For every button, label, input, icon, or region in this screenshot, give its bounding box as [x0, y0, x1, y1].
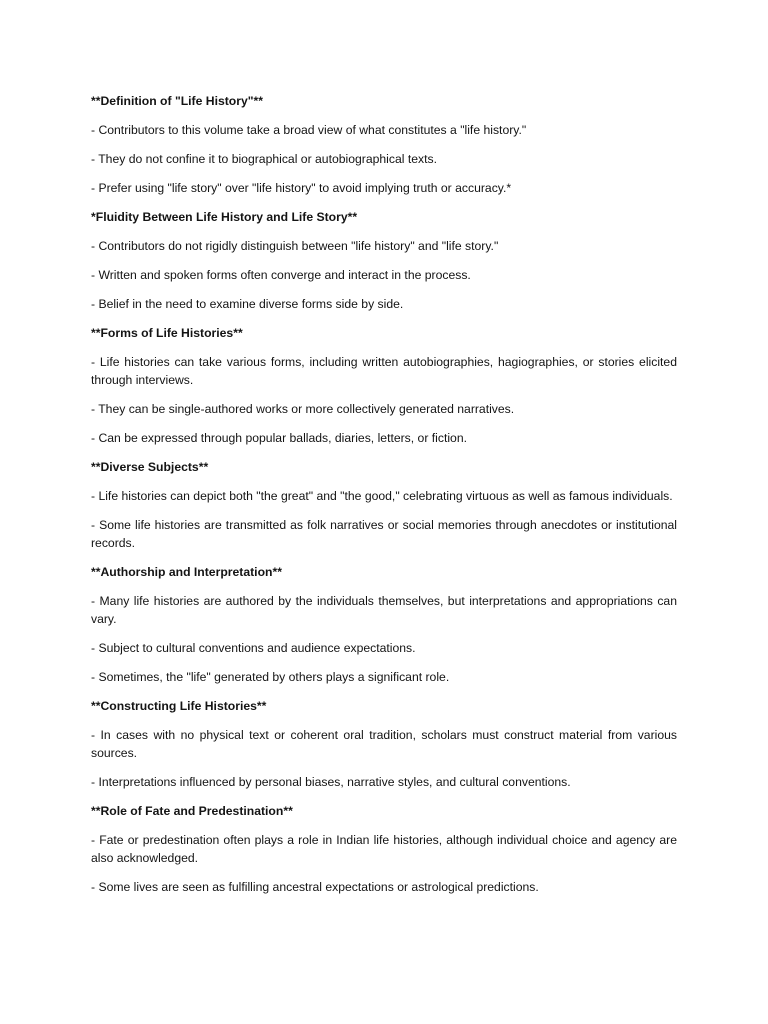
section-heading-subjects: **Diverse Subjects** [91, 460, 209, 474]
body-paragraph: - Can be expressed through popular ballads, diaries, letters, or fiction. [91, 431, 467, 445]
body-paragraph: - Some lives are seen as fulfilling ancestral expectations or astrological predictions. [91, 880, 539, 894]
body-paragraph: - They can be single-authored works or more collectively generated narratives. [91, 402, 515, 416]
body-paragraph: - Written and spoken forms often converge and interact in the process. [91, 268, 471, 282]
body-paragraph: - In cases with no physical text or coherent oral tradition, scholars must construct material from various sources. [91, 728, 677, 760]
section-heading-forms: **Forms of Life Histories** [91, 326, 243, 340]
section-heading-constructing: **Constructing Life Histories** [91, 699, 267, 713]
body-paragraph: - Contributors do not rigidly distinguish between "life history" and "life story." [91, 239, 499, 253]
body-paragraph: - Life histories can take various forms, including written autobiographies, hagiographies, or stories elicited through interviews. [91, 355, 677, 387]
body-paragraph: - Interpretations influenced by personal biases, narrative styles, and cultural conventions. [91, 775, 571, 789]
body-paragraph: - Fate or predestination often plays a role in Indian life histories, although individual choice and agency are also acknowledged. [91, 833, 677, 865]
body-paragraph: - Belief in the need to examine diverse forms side by side. [91, 297, 404, 311]
body-paragraph: - Life histories can depict both "the great" and "the good," celebrating virtuous as well as famous individuals. [91, 489, 673, 503]
body-paragraph: - Subject to cultural conventions and audience expectations. [91, 641, 416, 655]
section-heading-definition: **Definition of "Life History"** [91, 94, 264, 108]
body-paragraph: - Sometimes, the "life" generated by others plays a significant role. [91, 670, 450, 684]
body-paragraph: - Some life histories are transmitted as folk narratives or social memories through anecdotes or institutional records. [91, 518, 677, 550]
section-heading-fluidity: *Fluidity Between Life History and Life Story** [91, 210, 358, 224]
section-heading-authorship: **Authorship and Interpretation** [91, 565, 282, 579]
body-paragraph: - They do not confine it to biographical or autobiographical texts. [91, 152, 437, 166]
body-paragraph: - Contributors to this volume take a broad view of what constitutes a "life history." [91, 123, 527, 137]
document-body [91, 92, 677, 907]
body-paragraph: - Prefer using "life story" over "life history" to avoid implying truth or accuracy.* [91, 181, 512, 195]
body-paragraph: - Many life histories are authored by the individuals themselves, but interpretations and appropriations can vary. [91, 594, 677, 626]
section-heading-fate: **Role of Fate and Predestination** [91, 804, 293, 818]
